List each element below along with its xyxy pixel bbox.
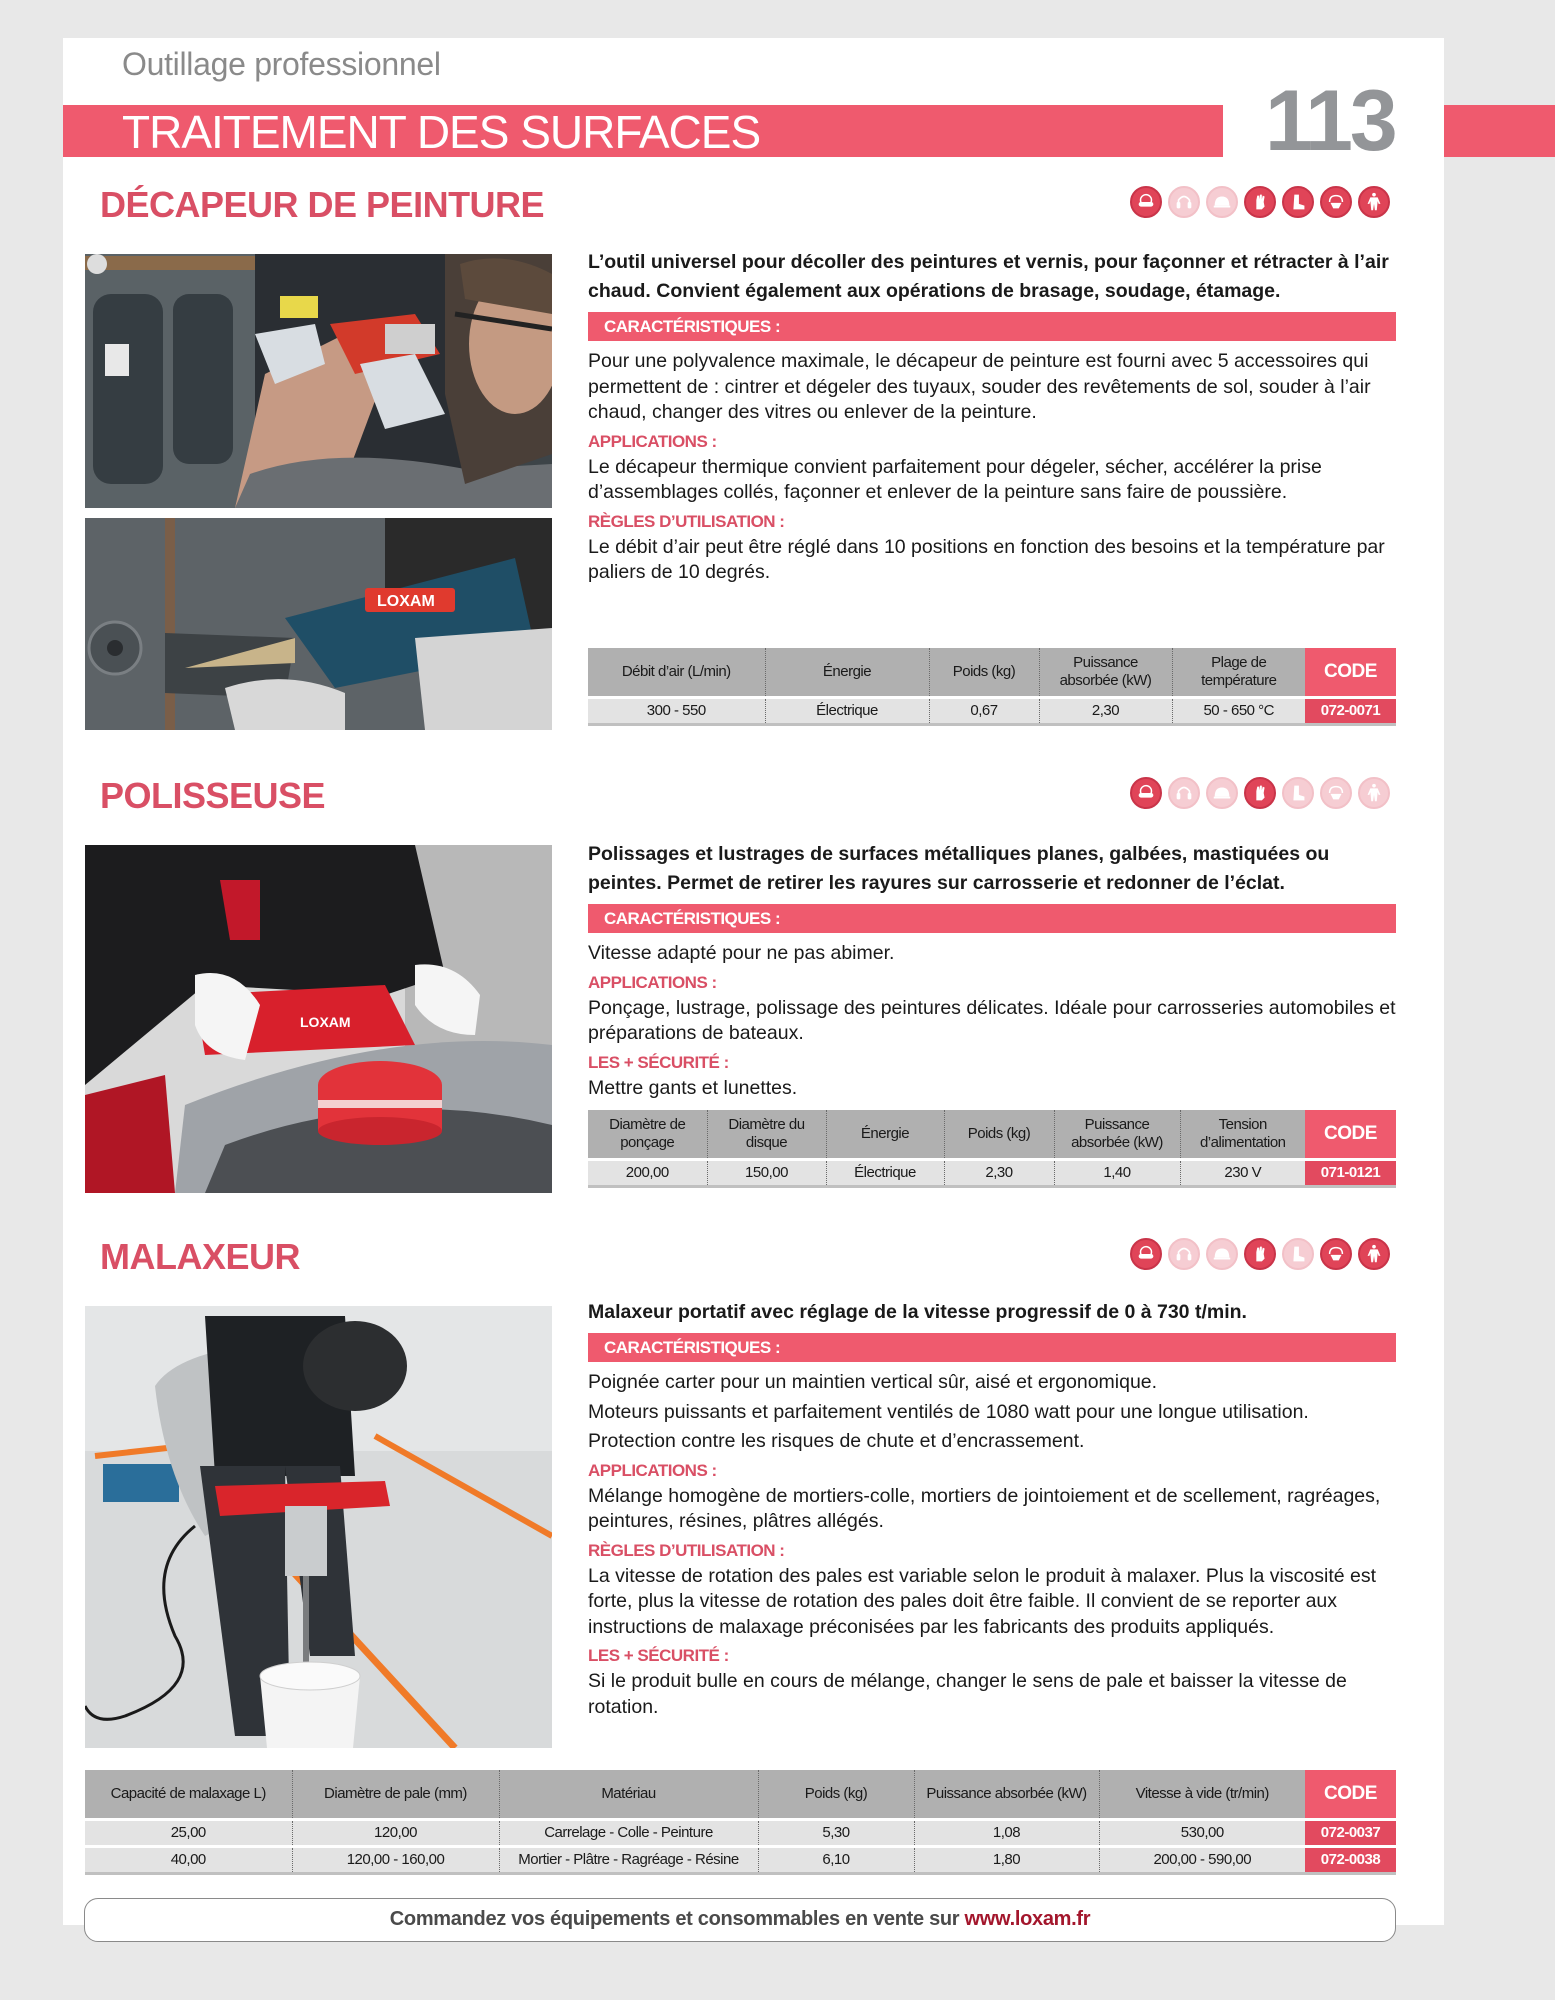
table-row xyxy=(85,1819,1396,1846)
cell: 530,00 xyxy=(1099,1819,1305,1846)
product-title-polisseuse: POLISSEUSE xyxy=(100,775,326,816)
cell: Électrique xyxy=(826,1159,944,1186)
website-link[interactable]: www.loxam.fr xyxy=(964,1908,1091,1930)
safety-goggles-icon xyxy=(1130,777,1162,809)
caracteristiques-text: Pour une polyvalence maximale, le décapeur de peinture est fourni avec 5 accessoires qui permettent de : cintrer et dégeler des tuyaux, souder des revêtements de sol, souder à l’air chaud, changer des vitres ou enlever de la peinture. xyxy=(588,350,1371,423)
caracteristiques-text: Vitesse adapté pour ne pas abimer. xyxy=(588,942,895,964)
applications-text: Le décapeur thermique convient parfaitement pour dégeler, sécher, accélérer la prise d’assemblages collés, façonner et enlever de la peinture sans faire de poussière. xyxy=(588,455,1322,503)
product-photo-decapeur-1 xyxy=(85,254,552,508)
product-code: 072-0037 xyxy=(1305,1819,1396,1846)
product-description-polisseuse xyxy=(588,840,1396,1101)
col-header: Puissance absorbée (kW) xyxy=(1039,648,1172,697)
gloves-icon xyxy=(1244,777,1276,809)
col-header: Puissance absorbée (kW) xyxy=(914,1770,1099,1819)
dust-mask-icon xyxy=(1320,777,1352,809)
col-header: Puissance absorbée (kW) xyxy=(1054,1110,1180,1159)
applications-label: APPLICATIONS : xyxy=(588,431,717,451)
product-photo-malaxeur xyxy=(85,1306,552,1748)
cell: 2,30 xyxy=(1039,697,1172,724)
section-banner-tab xyxy=(1444,105,1555,157)
securite-label: LES + SÉCURITÉ : xyxy=(588,1646,729,1665)
caracteristiques-text: Moteurs puissants et parfaitement ventilés de 1080 watt pour une longue utilisation. xyxy=(588,1400,1309,1423)
cell: 200,00 - 590,00 xyxy=(1099,1846,1305,1873)
table-row xyxy=(588,697,1396,724)
coverall-icon xyxy=(1358,186,1390,218)
product-code: 072-0071 xyxy=(1305,697,1396,724)
spec-table-decapeur xyxy=(588,648,1396,726)
cell: 1,40 xyxy=(1054,1159,1180,1186)
ppe-icons xyxy=(1130,777,1390,809)
ear-protection-icon xyxy=(1168,1238,1200,1270)
col-header: Diamètre de pale (mm) xyxy=(292,1770,499,1819)
safety-boots-icon xyxy=(1282,1238,1314,1270)
col-header: Capacité de malaxage L) xyxy=(85,1770,292,1819)
col-header: Énergie xyxy=(765,648,929,697)
product-description-decapeur xyxy=(588,248,1396,586)
hard-hat-icon xyxy=(1206,1238,1238,1270)
caracteristiques-band: CARACTÉRISTIQUES : xyxy=(588,1333,1396,1362)
dust-mask-icon xyxy=(1320,186,1352,218)
regles-label: RÈGLES D’UTILISATION : xyxy=(588,1540,785,1560)
product-description-malaxeur xyxy=(588,1298,1396,1720)
coverall-icon xyxy=(1358,777,1390,809)
table-row xyxy=(85,1846,1396,1873)
cell: 150,00 xyxy=(707,1159,826,1186)
product-title-decapeur: DÉCAPEUR DE PEINTURE xyxy=(100,184,545,225)
gloves-icon xyxy=(1244,1238,1276,1270)
cell: 200,00 xyxy=(588,1159,707,1186)
cell: 40,00 xyxy=(85,1846,292,1873)
securite-text: Si le produit bulle en cours de mélange, changer le sens de pale et baisser la vitesse de rotation. xyxy=(588,1670,1347,1718)
caracteristiques-band: CARACTÉRISTIQUES : xyxy=(588,904,1396,933)
regles-label: RÈGLES D’UTILISATION : xyxy=(588,511,785,531)
safety-boots-icon xyxy=(1282,777,1314,809)
cell: 25,00 xyxy=(85,1819,292,1846)
catalog-kicker: Outillage professionnel xyxy=(122,46,441,82)
product-lead: Malaxeur portatif avec réglage de la vitesse progressif de 0 à 730 t/min. xyxy=(588,1301,1247,1323)
safety-goggles-icon xyxy=(1130,1238,1162,1270)
coverall-icon xyxy=(1358,1238,1390,1270)
section-title: TRAITEMENT DES SURFACES xyxy=(122,106,761,158)
cell: Carrelage - Colle - Peinture xyxy=(499,1819,758,1846)
col-header: Poids (kg) xyxy=(929,648,1039,697)
cell: 6,10 xyxy=(758,1846,914,1873)
gloves-icon xyxy=(1244,186,1276,218)
cell: 300 - 550 xyxy=(588,697,765,724)
cell: 120,00 - 160,00 xyxy=(292,1846,499,1873)
product-code: 072-0038 xyxy=(1305,1846,1396,1873)
col-header: Matériau xyxy=(499,1770,758,1819)
col-header-code: CODE xyxy=(1305,1770,1396,1819)
col-header: Tension d’alimentation xyxy=(1180,1110,1305,1159)
cell: 2,30 xyxy=(944,1159,1054,1186)
cell: 1,80 xyxy=(914,1846,1099,1873)
footer-banner xyxy=(84,1898,1396,1942)
table-row xyxy=(588,1159,1396,1186)
product-title-malaxeur: MALAXEUR xyxy=(100,1236,300,1277)
applications-text: Ponçage, lustrage, polissage des peintures délicates. Idéale pour carrosseries automobiles et préparations de bateaux. xyxy=(588,996,1396,1044)
spec-table-polisseuse xyxy=(588,1110,1396,1188)
securite-text: Mettre gants et lunettes. xyxy=(588,1076,798,1099)
col-header: Vitesse à vide (tr/min) xyxy=(1099,1770,1305,1819)
product-photo-polisseuse xyxy=(85,845,552,1193)
cell: 230 V xyxy=(1180,1159,1305,1186)
svg-text:LOXAM: LOXAM xyxy=(377,593,435,610)
col-header: Énergie xyxy=(826,1110,944,1159)
caracteristiques-text: Poignée carter pour un maintien vertical sûr, aisé et ergonomique. xyxy=(588,1371,1158,1393)
ear-protection-icon xyxy=(1168,777,1200,809)
cell: 1,08 xyxy=(914,1819,1099,1846)
col-header: Poids (kg) xyxy=(944,1110,1054,1159)
ear-protection-icon xyxy=(1168,186,1200,218)
regles-text: Le débit d’air peut être réglé dans 10 positions en fonction des besoins et la température par paliers de 10 degrés. xyxy=(588,535,1385,583)
cell: 5,30 xyxy=(758,1819,914,1846)
product-lead: Polissages et lustrages de surfaces métalliques planes, galbées, mastiquées ou peintes. Permet de retirer les rayures sur carrosserie et redonner de l’éclat. xyxy=(588,843,1330,894)
caracteristiques-text: Protection contre les risques de chute et d’encrassement. xyxy=(588,1430,1085,1452)
hard-hat-icon xyxy=(1206,186,1238,218)
col-header: Diamètre du disque xyxy=(707,1110,826,1159)
cell: 120,00 xyxy=(292,1819,499,1846)
cell: Mortier - Plâtre - Ragréage - Résine xyxy=(499,1846,758,1873)
section-banner xyxy=(63,105,1223,157)
product-photo-decapeur-2 xyxy=(85,518,552,730)
ppe-icons xyxy=(1130,186,1390,218)
safety-boots-icon xyxy=(1282,186,1314,218)
svg-text:LOXAM: LOXAM xyxy=(300,1014,351,1030)
safety-goggles-icon xyxy=(1130,186,1162,218)
cell: Électrique xyxy=(765,697,929,724)
col-header: Poids (kg) xyxy=(758,1770,914,1819)
col-header: Plage de température xyxy=(1172,648,1305,697)
spec-table-malaxeur xyxy=(85,1770,1396,1875)
product-lead: L’outil universel pour décoller des peintures et vernis, pour façonner et rétracter à l’air chaud. Convient également aux opérations de brasage, soudage, étamage. xyxy=(588,251,1389,302)
col-header-code: CODE xyxy=(1305,1110,1396,1159)
applications-label: APPLICATIONS : xyxy=(588,972,717,992)
cell: 0,67 xyxy=(929,697,1039,724)
page-number: 113 xyxy=(1265,73,1395,169)
footer-text: Commandez vos équipements et consommables en vente sur xyxy=(389,1908,965,1930)
applications-text: Mélange homogène de mortiers-colle, mortiers de jointoiement et de scellement, ragréages, peintures, résines, plâtres allégés. xyxy=(588,1484,1381,1532)
regles-text: La vitesse de rotation des pales est variable selon le produit à malaxer. Plus la viscosité est forte, plus la vitesse de rotation des pales doit être faible. Il convient de se reporter aux instructions de malaxage préconisées par les fabricants des produits appliqués. xyxy=(588,1564,1377,1638)
securite-label: LES + SÉCURITÉ : xyxy=(588,1052,729,1072)
applications-label: APPLICATIONS : xyxy=(588,1460,717,1480)
hard-hat-icon xyxy=(1206,777,1238,809)
ppe-icons xyxy=(1130,1238,1390,1270)
col-header: Débit d’air (L/min) xyxy=(588,648,765,697)
product-code: 071-0121 xyxy=(1305,1159,1396,1186)
col-header: Diamètre de ponçage xyxy=(588,1110,707,1159)
cell: 50 - 650 °C xyxy=(1172,697,1305,724)
dust-mask-icon xyxy=(1320,1238,1352,1270)
col-header-code: CODE xyxy=(1305,648,1396,697)
caracteristiques-band: CARACTÉRISTIQUES : xyxy=(588,312,1396,341)
